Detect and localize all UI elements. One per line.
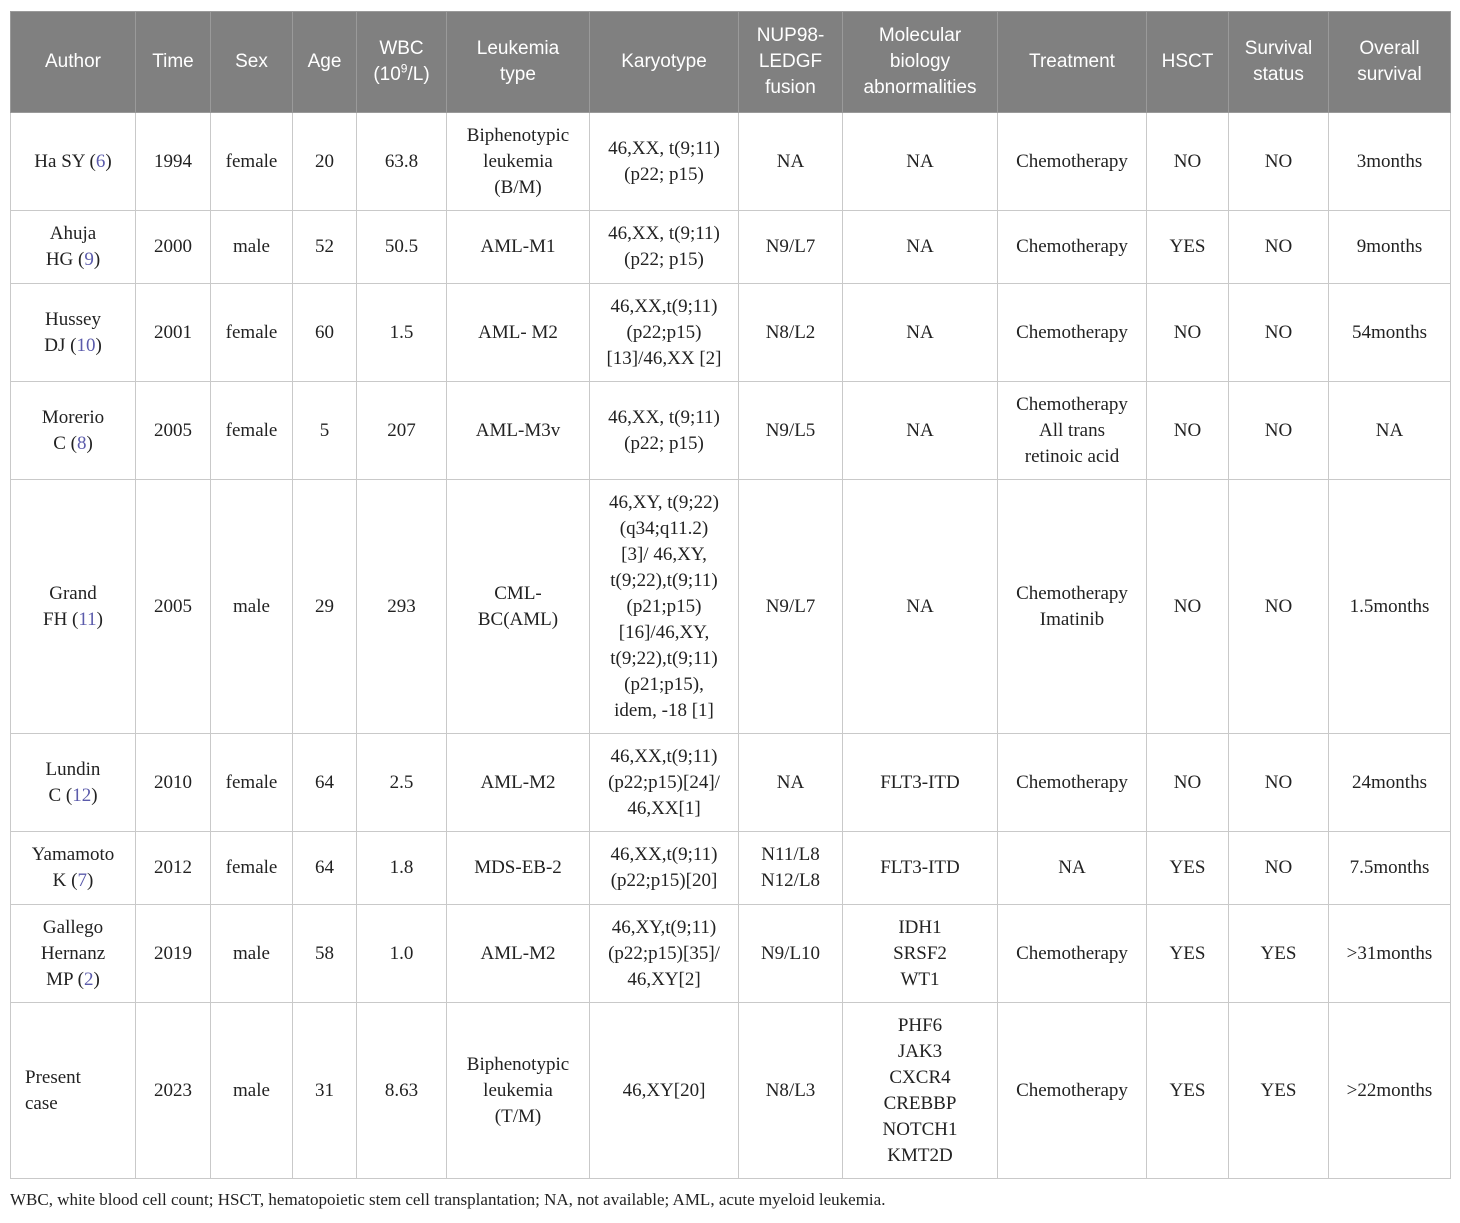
cell-molecular: NA bbox=[843, 480, 998, 734]
cell-leukemia-type: AML-M3v bbox=[447, 382, 590, 480]
cell-survival-status: YES bbox=[1229, 905, 1329, 1003]
cell-wbc: 63.8 bbox=[357, 113, 447, 211]
cell-hsct: YES bbox=[1147, 1003, 1229, 1179]
cell-time: 1994 bbox=[136, 113, 211, 211]
cell-leukemia-type: Biphenotypic leukemia (T/M) bbox=[447, 1003, 590, 1179]
cell-leukemia-type: AML- M2 bbox=[447, 284, 590, 382]
col-wbc-unit-a: (10 bbox=[373, 64, 401, 85]
cell-survival-status: NO bbox=[1229, 113, 1329, 211]
cell-survival-status: NO bbox=[1229, 284, 1329, 382]
table-row bbox=[11, 113, 1451, 211]
cell-hsct: YES bbox=[1147, 905, 1229, 1003]
cell-author: Ha SY (6) bbox=[11, 113, 136, 211]
cell-fusion: N11/L8 N12/L8 bbox=[739, 832, 843, 905]
cell-time: 2000 bbox=[136, 211, 211, 284]
cell-age: 52 bbox=[293, 211, 357, 284]
cell-treatment: Chemotherapy bbox=[998, 211, 1147, 284]
col-sex: Sex bbox=[211, 12, 293, 113]
cell-wbc: 8.63 bbox=[357, 1003, 447, 1179]
cell-overall-survival: 7.5months bbox=[1329, 832, 1451, 905]
col-overall-survival: Overall survival bbox=[1329, 12, 1451, 113]
cell-fusion: N9/L10 bbox=[739, 905, 843, 1003]
cell-sex: male bbox=[211, 1003, 293, 1179]
table-footnote: WBC, white blood cell count; HSCT, hematopoietic stem cell transplantation; NA, not available; AML, acute myeloid leukemia. bbox=[10, 1190, 886, 1209]
cell-karyotype: 46,XX,t(9;11) (p22;p15)[24]/ 46,XX[1] bbox=[590, 734, 739, 832]
cell-overall-survival: 3months bbox=[1329, 113, 1451, 211]
cell-sex: female bbox=[211, 113, 293, 211]
table-row bbox=[11, 211, 1451, 284]
citation-link[interactable]: 6 bbox=[95, 150, 106, 172]
cell-fusion: N9/L5 bbox=[739, 382, 843, 480]
col-wbc-unit-exp: 9 bbox=[400, 61, 408, 76]
cell-hsct: YES bbox=[1147, 211, 1229, 284]
cell-sex: female bbox=[211, 734, 293, 832]
cell-sex: male bbox=[211, 480, 293, 734]
cell-hsct: NO bbox=[1147, 113, 1229, 211]
cell-treatment: Chemotherapy bbox=[998, 1003, 1147, 1179]
cell-karyotype: 46,XY,t(9;11) (p22;p15)[35]/ 46,XY[2] bbox=[590, 905, 739, 1003]
table-row bbox=[11, 284, 1451, 382]
cell-survival-status: YES bbox=[1229, 1003, 1329, 1179]
cell-age: 64 bbox=[293, 734, 357, 832]
cell-wbc: 1.0 bbox=[357, 905, 447, 1003]
cell-overall-survival: >22months bbox=[1329, 1003, 1451, 1179]
col-author: Author bbox=[11, 12, 136, 113]
col-wbc-unit-b: /L) bbox=[407, 64, 430, 85]
cell-treatment: Chemotherapy All trans retinoic acid bbox=[998, 382, 1147, 480]
cell-fusion: N9/L7 bbox=[739, 480, 843, 734]
cell-hsct: YES bbox=[1147, 832, 1229, 905]
cell-age: 60 bbox=[293, 284, 357, 382]
col-leukemia-type: Leukemia type bbox=[447, 12, 590, 113]
cell-karyotype: 46,XY[20] bbox=[590, 1003, 739, 1179]
cell-wbc: 207 bbox=[357, 382, 447, 480]
cell-author: Lundin C (12) bbox=[11, 734, 136, 832]
cell-overall-survival: NA bbox=[1329, 382, 1451, 480]
cell-sex: male bbox=[211, 905, 293, 1003]
cell-leukemia-type: AML-M2 bbox=[447, 905, 590, 1003]
case-summary-table bbox=[10, 11, 1451, 1179]
cell-time: 2001 bbox=[136, 284, 211, 382]
cell-survival-status: NO bbox=[1229, 832, 1329, 905]
cell-leukemia-type: Biphenotypic leukemia (B/M) bbox=[447, 113, 590, 211]
col-time: Time bbox=[136, 12, 211, 113]
cell-karyotype: 46,XX,t(9;11) (p22;p15)[20] bbox=[590, 832, 739, 905]
col-molecular: Molecular biology abnormalities bbox=[843, 12, 998, 113]
cell-molecular: FLT3-ITD bbox=[843, 832, 998, 905]
cell-age: 29 bbox=[293, 480, 357, 734]
col-fusion: NUP98- LEDGF fusion bbox=[739, 12, 843, 113]
cell-karyotype: 46,XX, t(9;11) (p22; p15) bbox=[590, 382, 739, 480]
cell-leukemia-type: AML-M2 bbox=[447, 734, 590, 832]
cell-age: 20 bbox=[293, 113, 357, 211]
cell-wbc: 293 bbox=[357, 480, 447, 734]
cell-overall-survival: 9months bbox=[1329, 211, 1451, 284]
cell-wbc: 1.5 bbox=[357, 284, 447, 382]
table-row bbox=[11, 480, 1451, 734]
cell-sex: female bbox=[211, 284, 293, 382]
cell-hsct: NO bbox=[1147, 480, 1229, 734]
cell-time: 2023 bbox=[136, 1003, 211, 1179]
cell-treatment: NA bbox=[998, 832, 1147, 905]
cell-molecular: NA bbox=[843, 211, 998, 284]
cell-author: Hussey DJ (10) bbox=[11, 284, 136, 382]
cell-fusion: N8/L2 bbox=[739, 284, 843, 382]
cell-wbc: 1.8 bbox=[357, 832, 447, 905]
cell-karyotype: 46,XY, t(9;22) (q34;q11.2) [3]/ 46,XY, t(9;22),t(9;11) (p21;p15) [16]/46,XY, t(9;22),t(9;11) (p21;p15), idem, -18 [1] bbox=[590, 480, 739, 734]
col-age: Age bbox=[293, 12, 357, 113]
cell-overall-survival: 1.5months bbox=[1329, 480, 1451, 734]
cell-author: Morerio C (8) bbox=[11, 382, 136, 480]
table-row bbox=[11, 382, 1451, 480]
cell-overall-survival: 54months bbox=[1329, 284, 1451, 382]
cell-karyotype: 46,XX, t(9;11) (p22; p15) bbox=[590, 113, 739, 211]
cell-age: 31 bbox=[293, 1003, 357, 1179]
cell-treatment: Chemotherapy bbox=[998, 284, 1147, 382]
cell-survival-status: NO bbox=[1229, 382, 1329, 480]
cell-author: Ahuja HG (9) bbox=[11, 211, 136, 284]
cell-overall-survival: >31months bbox=[1329, 905, 1451, 1003]
col-wbc-label: WBC bbox=[379, 38, 424, 59]
cell-sex: female bbox=[211, 382, 293, 480]
cell-molecular: NA bbox=[843, 113, 998, 211]
cell-leukemia-type: AML-M1 bbox=[447, 211, 590, 284]
citation-link[interactable]: 10 bbox=[76, 334, 96, 356]
cell-survival-status: NO bbox=[1229, 211, 1329, 284]
cell-age: 58 bbox=[293, 905, 357, 1003]
col-hsct: HSCT bbox=[1147, 12, 1229, 113]
citation-link[interactable]: 11 bbox=[78, 608, 97, 630]
cell-survival-status: NO bbox=[1229, 480, 1329, 734]
cell-fusion: N8/L3 bbox=[739, 1003, 843, 1179]
table-header bbox=[11, 12, 1451, 113]
cell-treatment: Chemotherapy bbox=[998, 113, 1147, 211]
cell-age: 64 bbox=[293, 832, 357, 905]
table-row bbox=[11, 734, 1451, 832]
table-body bbox=[11, 113, 1451, 1179]
cell-molecular: PHF6 JAK3 CXCR4 CREBBP NOTCH1 KMT2D bbox=[843, 1003, 998, 1179]
citation-link[interactable]: 2 bbox=[84, 968, 94, 990]
cell-leukemia-type: CML- BC(AML) bbox=[447, 480, 590, 734]
col-survival-status: Survival status bbox=[1229, 12, 1329, 113]
cell-sex: female bbox=[211, 832, 293, 905]
cell-hsct: NO bbox=[1147, 284, 1229, 382]
col-treatment: Treatment bbox=[998, 12, 1147, 113]
cell-author: Gallego Hernanz MP (2) bbox=[11, 905, 136, 1003]
cell-sex: male bbox=[211, 211, 293, 284]
cell-wbc: 2.5 bbox=[357, 734, 447, 832]
cell-time: 2005 bbox=[136, 382, 211, 480]
cell-time: 2012 bbox=[136, 832, 211, 905]
cell-molecular: FLT3-ITD bbox=[843, 734, 998, 832]
cell-molecular: NA bbox=[843, 382, 998, 480]
cell-overall-survival: 24months bbox=[1329, 734, 1451, 832]
cell-time: 2005 bbox=[136, 480, 211, 734]
cell-author: Present case bbox=[11, 1003, 136, 1179]
citation-link[interactable]: 12 bbox=[72, 784, 92, 806]
table-row bbox=[11, 905, 1451, 1003]
cell-author: Grand FH (11) bbox=[11, 480, 136, 734]
table-row bbox=[11, 1003, 1451, 1179]
col-wbc bbox=[357, 12, 447, 113]
col-karyotype: Karyotype bbox=[590, 12, 739, 113]
cell-time: 2010 bbox=[136, 734, 211, 832]
cell-survival-status: NO bbox=[1229, 734, 1329, 832]
cell-karyotype: 46,XX,t(9;11) (p22;p15) [13]/46,XX [2] bbox=[590, 284, 739, 382]
cell-leukemia-type: MDS-EB-2 bbox=[447, 832, 590, 905]
cell-fusion: N9/L7 bbox=[739, 211, 843, 284]
cell-molecular: NA bbox=[843, 284, 998, 382]
table-row bbox=[11, 832, 1451, 905]
citation-link[interactable]: 9 bbox=[84, 249, 94, 270]
cell-time: 2019 bbox=[136, 905, 211, 1003]
cell-treatment: Chemotherapy Imatinib bbox=[998, 480, 1147, 734]
citation-link[interactable]: 8 bbox=[76, 432, 87, 454]
cell-author: Yamamoto K (7) bbox=[11, 832, 136, 905]
cell-treatment: Chemotherapy bbox=[998, 734, 1147, 832]
cell-wbc: 50.5 bbox=[357, 211, 447, 284]
cell-karyotype: 46,XX, t(9;11) (p22; p15) bbox=[590, 211, 739, 284]
cell-fusion: NA bbox=[739, 113, 843, 211]
cell-hsct: NO bbox=[1147, 734, 1229, 832]
cell-fusion: NA bbox=[739, 734, 843, 832]
cell-molecular: IDH1 SRSF2 WT1 bbox=[843, 905, 998, 1003]
citation-link[interactable]: 7 bbox=[77, 870, 87, 891]
cell-hsct: NO bbox=[1147, 382, 1229, 480]
cell-age: 5 bbox=[293, 382, 357, 480]
cell-treatment: Chemotherapy bbox=[998, 905, 1147, 1003]
